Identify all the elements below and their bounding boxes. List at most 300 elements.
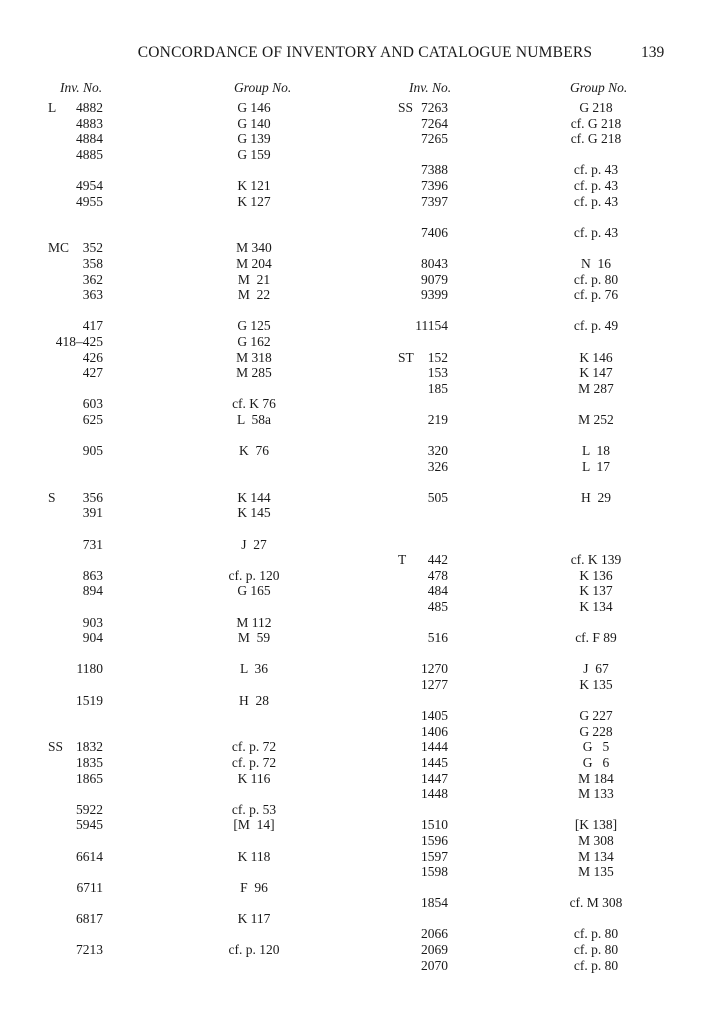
group-number: K 127 <box>237 193 271 209</box>
inventory-number: 603 <box>82 396 103 412</box>
group-number: cf. K 139 <box>570 552 622 568</box>
inventory-number: 185 <box>427 380 448 396</box>
row-gap <box>546 334 646 350</box>
inventory-number: 7265 <box>421 131 448 147</box>
inventory-number: 7396 <box>421 177 448 193</box>
inventory-entry <box>398 459 448 475</box>
inventory-prefix: SS <box>48 739 64 755</box>
inventory-entry <box>48 630 103 646</box>
inventory-entry <box>398 552 448 568</box>
row-gap <box>546 646 646 662</box>
inventory-number: 894 <box>82 583 103 599</box>
inventory-number: 905 <box>82 443 103 459</box>
inventory-entry <box>48 412 103 428</box>
group-number: G 139 <box>237 131 271 147</box>
group-number: cf. p. 80 <box>573 926 619 942</box>
inventory-entry <box>48 334 103 350</box>
group-number: cf. F 89 <box>575 630 617 646</box>
inventory-number: 352 <box>82 240 103 256</box>
group-number: M 112 <box>236 614 272 630</box>
group-number: M 184 <box>578 770 614 786</box>
group-number: M 252 <box>578 411 614 427</box>
row-gap <box>546 911 646 927</box>
inventory-entry <box>48 802 103 818</box>
group-number: M 133 <box>578 786 614 802</box>
row-gap <box>546 147 646 163</box>
inventory-entry <box>48 755 103 771</box>
group-number: cf. G 218 <box>570 115 622 131</box>
row-gap <box>398 802 448 818</box>
inventory-number: 4954 <box>76 177 103 193</box>
inventory-entry <box>48 396 103 412</box>
row-gap <box>208 303 300 319</box>
row-gap <box>48 926 103 942</box>
inventory-entry <box>48 131 103 147</box>
group-number: cf. M 308 <box>569 895 623 911</box>
inventory-number: 2070 <box>421 957 448 973</box>
row-gap <box>398 209 448 225</box>
group-number: L 58a <box>237 411 271 427</box>
row-gap <box>398 521 448 537</box>
inventory-number: 1277 <box>421 676 448 692</box>
inventory-number: 1447 <box>421 770 448 786</box>
inventory-number: 11154 <box>415 318 448 334</box>
inventory-number: 391 <box>82 505 103 521</box>
inventory-number: 2066 <box>421 926 448 942</box>
group-number: K 144 <box>237 489 271 505</box>
group-number: H 28 <box>239 692 269 708</box>
group-number: K 146 <box>579 349 613 365</box>
group-number: M 204 <box>236 255 272 271</box>
row-gap <box>208 786 300 802</box>
right-group-header: Group No. <box>570 80 628 95</box>
inventory-entry <box>48 942 103 958</box>
inventory-entry <box>48 287 103 303</box>
row-gap <box>546 615 646 631</box>
group-number: G 5 <box>582 739 610 755</box>
inventory-entry <box>48 880 103 896</box>
inventory-number: 4882 <box>76 100 103 115</box>
group-number: [M 14] <box>233 817 275 833</box>
group-number: cf. p. 43 <box>573 224 619 240</box>
inventory-prefix: ST <box>398 349 414 365</box>
row-gap <box>48 427 103 443</box>
inventory-entry <box>398 895 448 911</box>
row-gap <box>398 396 448 412</box>
group-number: M 59 <box>237 630 271 646</box>
row-gap <box>398 240 448 256</box>
inventory-entry <box>48 100 103 116</box>
inventory-entry <box>398 490 448 506</box>
inventory-number: 485 <box>427 599 448 614</box>
inventory-number: 1519 <box>76 692 103 708</box>
inventory-number: 152 <box>427 349 448 365</box>
inventory-entry <box>398 926 448 942</box>
inventory-entry <box>398 864 448 880</box>
row-gap <box>48 677 103 693</box>
inventory-entry <box>398 771 448 787</box>
left-inv-header: Inv. No. <box>60 80 103 95</box>
row-gap <box>48 225 103 241</box>
inventory-number: 1270 <box>421 661 448 677</box>
row-gap <box>48 786 103 802</box>
row-gap <box>48 864 103 880</box>
inventory-number: 326 <box>427 458 448 474</box>
inventory-entry <box>398 849 448 865</box>
inventory-number: 9399 <box>421 287 448 303</box>
row-gap <box>546 209 646 225</box>
running-title: CONCORDANCE OF INVENTORY AND CATALOGUE NUMBERS <box>137 44 593 61</box>
inventory-number: 363 <box>82 287 103 303</box>
group-number: K 134 <box>579 599 613 614</box>
group-number: L 17 <box>582 458 610 474</box>
inventory-number: 484 <box>427 583 448 599</box>
group-number: [K 138] <box>574 817 618 833</box>
group-number: cf. p. 120 <box>228 567 280 583</box>
inventory-entry <box>48 615 103 631</box>
inventory-entry <box>398 630 448 646</box>
group-number: K 76 <box>239 443 269 459</box>
row-gap <box>546 240 646 256</box>
inventory-entry <box>48 490 103 506</box>
right-inventory-column <box>398 100 448 973</box>
inventory-number: 418–425 <box>55 333 103 349</box>
row-gap <box>546 880 646 896</box>
row-gap <box>398 615 448 631</box>
row-gap <box>48 599 103 615</box>
group-number: J 67 <box>583 661 609 677</box>
inventory-number: 6817 <box>76 910 103 926</box>
inventory-entry <box>398 677 448 693</box>
row-gap <box>208 926 300 942</box>
inventory-entry <box>398 116 448 132</box>
group-number: M 285 <box>236 365 272 381</box>
inventory-number: 417 <box>82 318 103 334</box>
row-gap <box>398 537 448 553</box>
inventory-entry <box>48 272 103 288</box>
inventory-entry <box>48 194 103 210</box>
row-gap <box>398 646 448 662</box>
inventory-number: 5922 <box>76 801 103 817</box>
row-gap <box>398 880 448 896</box>
row-gap <box>48 474 103 490</box>
row-gap <box>208 521 300 537</box>
inventory-number: 6614 <box>76 848 103 864</box>
left-group-column <box>208 100 300 958</box>
row-gap <box>208 724 300 740</box>
inventory-entry <box>398 443 448 459</box>
inventory-entry <box>48 537 103 553</box>
inventory-entry <box>48 817 103 833</box>
row-gap <box>208 677 300 693</box>
group-number: cf. p. 76 <box>573 287 619 303</box>
row-gap <box>48 303 103 319</box>
group-number: K 117 <box>237 910 271 926</box>
inventory-prefix: MC <box>48 240 70 256</box>
inventory-entry <box>48 849 103 865</box>
inventory-number: 1180 <box>76 661 103 677</box>
inventory-entry <box>48 693 103 709</box>
row-gap <box>208 459 300 475</box>
row-gap <box>398 303 448 319</box>
group-number: M 340 <box>236 240 272 256</box>
inventory-number: 362 <box>82 271 103 287</box>
inventory-prefix: SS <box>398 100 414 115</box>
group-number: M 308 <box>578 832 614 848</box>
group-number: G 228 <box>579 723 613 739</box>
group-number: M 318 <box>236 349 272 365</box>
inventory-entry <box>398 225 448 241</box>
row-gap <box>48 833 103 849</box>
inventory-number: 6711 <box>76 879 103 895</box>
row-gap <box>208 209 300 225</box>
inventory-prefix: T <box>398 552 407 568</box>
row-gap <box>208 833 300 849</box>
inventory-entry <box>48 116 103 132</box>
row-gap <box>208 599 300 615</box>
inventory-entry <box>48 568 103 584</box>
row-gap <box>398 147 448 163</box>
inventory-number: 426 <box>82 349 103 365</box>
row-gap <box>208 225 300 241</box>
inventory-number: 7388 <box>421 162 448 178</box>
inventory-number: 1598 <box>421 864 448 880</box>
inventory-entry <box>398 287 448 303</box>
row-gap <box>398 505 448 521</box>
group-number: M 21 <box>237 271 271 287</box>
inventory-entry <box>48 739 103 755</box>
row-gap <box>546 521 646 537</box>
inventory-entry <box>48 505 103 521</box>
row-gap <box>398 474 448 490</box>
inventory-number: 320 <box>427 443 448 459</box>
group-number: N 16 <box>581 255 611 271</box>
inventory-number: 731 <box>82 536 103 552</box>
row-gap <box>546 537 646 553</box>
group-number: F 96 <box>240 879 268 895</box>
right-group-column <box>546 100 646 973</box>
inventory-entry <box>48 911 103 927</box>
left-inventory-column <box>48 100 103 958</box>
page-number: 139 <box>641 44 665 61</box>
inventory-entry <box>398 724 448 740</box>
inventory-entry <box>398 100 448 116</box>
inventory-number: 1832 <box>76 739 103 755</box>
group-number: G 140 <box>237 115 271 131</box>
inventory-entry <box>398 365 448 381</box>
group-number: K 147 <box>579 365 613 381</box>
inventory-number: 625 <box>82 411 103 427</box>
inventory-number: 7264 <box>421 115 448 131</box>
group-number: H 29 <box>581 489 611 505</box>
left-group-header: Group No. <box>234 80 292 95</box>
inventory-number: 7213 <box>76 942 103 958</box>
row-gap <box>398 334 448 350</box>
inventory-number: 505 <box>427 489 448 505</box>
inventory-number: 1510 <box>421 817 448 833</box>
group-number: K 145 <box>237 505 271 521</box>
inventory-number: 358 <box>82 255 103 271</box>
inventory-number: 4883 <box>76 115 103 131</box>
group-number: cf. p. 43 <box>573 193 619 209</box>
inventory-number: 2069 <box>421 942 448 958</box>
inventory-entry <box>398 833 448 849</box>
row-gap <box>48 381 103 397</box>
group-number: M 134 <box>578 848 614 864</box>
inventory-entry <box>398 412 448 428</box>
row-gap <box>48 521 103 537</box>
inventory-number: 8043 <box>421 255 448 271</box>
inventory-entry <box>48 147 103 163</box>
group-number: cf. p. 80 <box>573 942 619 958</box>
inventory-entry <box>398 755 448 771</box>
inventory-entry <box>398 381 448 397</box>
row-gap <box>48 209 103 225</box>
inventory-number: 1445 <box>421 754 448 770</box>
inventory-entry <box>398 739 448 755</box>
inventory-number: 1448 <box>421 786 448 802</box>
row-gap <box>208 474 300 490</box>
row-gap <box>546 396 646 412</box>
inventory-number: 219 <box>427 411 448 427</box>
row-gap <box>208 552 300 568</box>
group-number: L 18 <box>582 443 610 459</box>
inventory-prefix: L <box>48 100 57 115</box>
row-gap <box>48 895 103 911</box>
group-number: cf. p. 80 <box>573 957 619 973</box>
group-number: cf. p. 43 <box>573 162 619 178</box>
inventory-number: 4955 <box>76 193 103 209</box>
inventory-entry <box>398 178 448 194</box>
inventory-entry <box>398 942 448 958</box>
inventory-entry <box>398 661 448 677</box>
row-gap <box>208 381 300 397</box>
row-gap <box>398 911 448 927</box>
inventory-number: 1597 <box>421 848 448 864</box>
inventory-number: 153 <box>427 365 448 381</box>
inventory-number: 4885 <box>76 146 103 162</box>
group-number: L 36 <box>240 661 268 677</box>
inventory-entry <box>398 817 448 833</box>
inventory-entry <box>398 350 448 366</box>
group-number: J 27 <box>241 536 267 552</box>
group-number: cf. p. 49 <box>573 318 619 334</box>
row-gap <box>208 895 300 911</box>
inventory-number: 1854 <box>421 895 448 911</box>
inventory-number: 1596 <box>421 832 448 848</box>
row-gap <box>48 708 103 724</box>
inventory-number: 356 <box>82 489 103 505</box>
inventory-entry <box>48 178 103 194</box>
inventory-entry <box>48 661 103 677</box>
inventory-entry <box>398 162 448 178</box>
row-gap <box>48 552 103 568</box>
inventory-entry <box>398 958 448 974</box>
inventory-number: 9079 <box>421 271 448 287</box>
row-gap <box>546 427 646 443</box>
group-number: G 218 <box>579 100 613 115</box>
row-gap <box>546 802 646 818</box>
group-number: K 121 <box>237 177 271 193</box>
group-number: G 165 <box>237 583 271 599</box>
inventory-number: 478 <box>427 567 448 583</box>
inventory-number: 5945 <box>76 817 103 833</box>
inventory-entry <box>398 583 448 599</box>
inventory-number: 7263 <box>421 100 448 115</box>
inventory-entry <box>48 350 103 366</box>
row-gap <box>546 693 646 709</box>
inventory-entry <box>398 256 448 272</box>
inventory-number: 516 <box>427 630 448 646</box>
row-gap <box>48 646 103 662</box>
group-number: cf. p. 72 <box>231 739 277 755</box>
inventory-number: 1444 <box>421 739 448 755</box>
inventory-entry <box>398 599 448 615</box>
group-number: K 135 <box>579 676 613 692</box>
inventory-entry <box>398 786 448 802</box>
group-number: cf. K 76 <box>232 396 276 412</box>
group-number: G 125 <box>237 318 271 334</box>
row-gap <box>208 864 300 880</box>
group-number: cf. p. 72 <box>231 754 277 770</box>
row-gap <box>208 646 300 662</box>
group-number: G 162 <box>237 333 271 349</box>
group-number: cf. p. 80 <box>573 271 619 287</box>
inventory-entry <box>398 194 448 210</box>
inventory-entry <box>48 583 103 599</box>
row-gap <box>546 505 646 521</box>
inventory-number: 903 <box>82 614 103 630</box>
row-gap <box>398 693 448 709</box>
group-number: G 6 <box>582 754 610 770</box>
inventory-entry <box>48 771 103 787</box>
group-number: cf. p. 43 <box>573 177 619 193</box>
inventory-entry <box>48 256 103 272</box>
inventory-number: 863 <box>82 567 103 583</box>
inventory-number: 442 <box>427 552 448 568</box>
inventory-entry <box>48 365 103 381</box>
row-gap <box>546 303 646 319</box>
group-number: cf. p. 53 <box>231 801 277 817</box>
inventory-number: 1405 <box>421 708 448 724</box>
inventory-number: 1865 <box>76 770 103 786</box>
inventory-number: 7397 <box>421 193 448 209</box>
inventory-entry <box>398 131 448 147</box>
inventory-entry <box>48 443 103 459</box>
inventory-entry <box>48 240 103 256</box>
group-number: M 22 <box>237 287 271 303</box>
group-number: cf. G 218 <box>570 131 622 147</box>
row-gap <box>48 724 103 740</box>
group-number: cf. p. 120 <box>228 942 280 958</box>
inventory-entry <box>398 272 448 288</box>
inventory-entry <box>398 708 448 724</box>
row-gap <box>546 474 646 490</box>
inventory-prefix: S <box>48 489 56 505</box>
inventory-number: 4884 <box>76 131 103 147</box>
group-number: K 118 <box>237 848 271 864</box>
inventory-number: 427 <box>82 365 103 381</box>
inventory-entry <box>398 568 448 584</box>
row-gap <box>48 162 103 178</box>
group-number: G 146 <box>237 100 271 115</box>
inventory-number: 1406 <box>421 723 448 739</box>
inventory-number: 1835 <box>76 754 103 770</box>
group-number: K 137 <box>579 583 613 599</box>
group-number: M 135 <box>578 864 614 880</box>
group-number: G 227 <box>579 708 613 724</box>
right-inv-header: Inv. No. <box>409 80 452 95</box>
